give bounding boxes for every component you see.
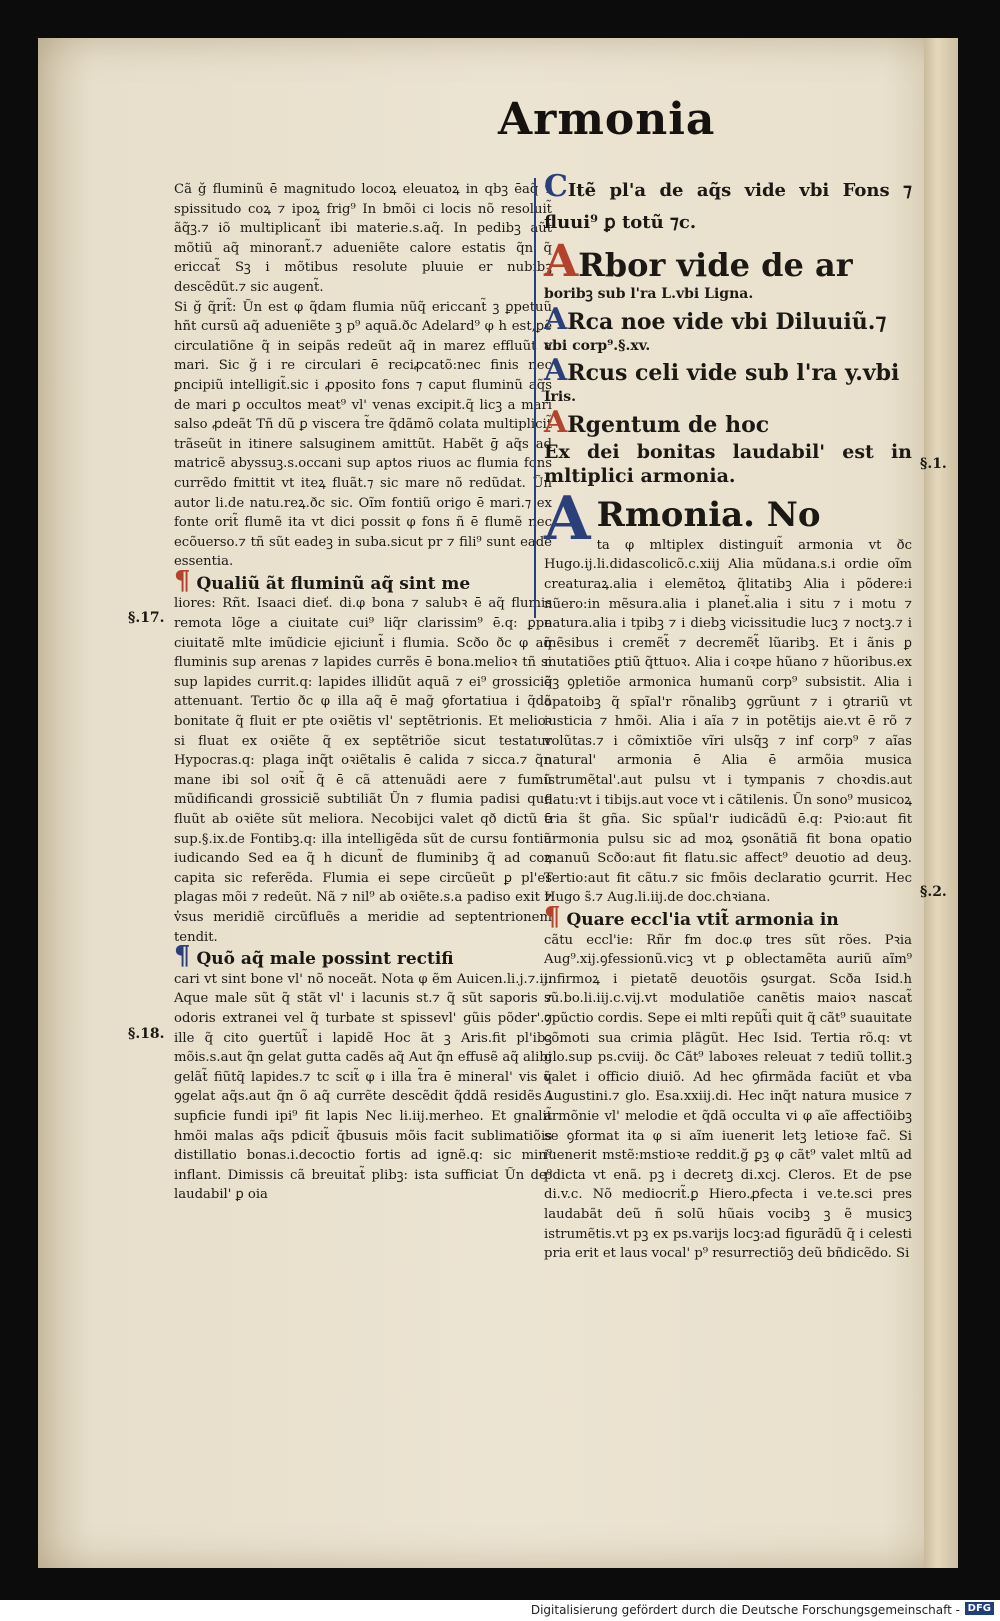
left-heading-1-text: Qualiũ ãt fluminũ aq̃ sint me (196, 573, 471, 594)
margin-mark-17: §.17. (128, 610, 165, 626)
left-column (174, 180, 552, 1205)
rubric-mark-blue: ¶ (174, 941, 191, 972)
footer-bar (0, 1600, 1000, 1621)
left-paragraph-2: Si ğ q̃rit̃: Ũn est φ q̃dam flumia nũq̃ ericcant̃ ꝫ ꝑpetuũ hñt cursũ aq̃ adueniẽte ꝫ p⁹ aquã.ðc Adelard⁹ φ h est,ꝑẽ circulatiõne q̃ in seipãs redeũt aq̃ in marez effluũt a mari. Sic ğ i re circulari ē reciꝓcatõ:nec finis nec ꝑncipiũ intelligit̃.sic i ꝓposito fons ⁊ caput fluminũ aq̃s de mari ꝑ occultos meat⁹ vl' venas excipit.q̃ licꝫ a mari salso ꝓdeãt Tñ dũ ꝑ viscera t̃re q̃dãmõ colata multiplicit̃ trãseũt in itinere salsuginem amittũt. Habẽt ḡ aq̃s ad matricẽ abyssuꝫ.s.occani sup aptos riuos ac flumia fons currẽdo fmittit vt iteꝝ fluãt.⁊ sic mare nõ redũdat. Ũn autor li.de natu.reꝝ.ðc sic. Oĩm fontiũ origo ē mari.⁊ ex fonte orit̃ flumẽ ita vt dici possit φ fons ñ ē flumẽ nec ecõuerso.⁊ tñ sũt eadeꝫ in suba.sicut pr ⁊ fili⁹ sunt eadẽ essentia. (174, 299, 552, 570)
initial-a-arca: A (544, 301, 568, 337)
entry-arca (544, 301, 912, 337)
book-page (38, 38, 958, 1568)
entry-arcus (544, 353, 912, 389)
margin-mark-1: §.1. (920, 456, 947, 472)
left-paragraph-1: Cã ğ fluminũ ē magnitudo locoꝝ eleuatoꝝ in qbꝫ ēaq̃ ⁊ spissitudo coꝝ ⁊ ipoꝝ frig⁹ In bmõi ci locis nõ resoluit̃ ãq̃ꝫ.⁊ iõ multiplicant̃ ibi materie.s.aq̃. In pedibꝫ aũt mõtiũ aq̃ minorant̃.⁊ adueniẽte calore estatis q̃n q̃ ericcat̃ Sꝫ i mõtibus resolute pluuie er nubibꝫ descẽdũt.⁊ sic augent̃. (174, 182, 552, 295)
running-title: Armonia (498, 94, 716, 145)
initial-c: C (544, 169, 568, 204)
right-column (544, 169, 912, 1264)
entry-bonitas: Ex dei bonitas laudabil' est in mltiplici armonia. (544, 440, 912, 487)
initial-a-armonia: A (544, 483, 591, 554)
entry-argentum-head: Rgentum de hoc (567, 411, 770, 438)
entry-arbor-head: Rbor vide de ar (578, 246, 853, 284)
entry-argentum (544, 404, 912, 440)
margin-mark-18: §.18. (128, 1026, 165, 1042)
entry-arcus-head: Rcus celi vide sub l'ra y.vbi (567, 360, 900, 387)
entry-arbor-ref: boribꝫ sub l'ra L.vbi Ligna. (544, 286, 754, 302)
margin-mark-2: §.2. (920, 884, 947, 900)
section-armonia-head: Rmonia. No (596, 494, 821, 535)
right-heading-2 (544, 902, 912, 933)
entry-fons-text: Itẽ pl'a de aq̃s vide vbi Fons ⁊ fluui⁹ ꝑ totũ ⁊c. (544, 180, 912, 233)
initial-a-arbor: A (544, 236, 579, 287)
left-paragraph-3: liores: Rñt. Isaaci dieť. di.φ bona ⁊ salubꝛ ē aq̃ flumis remota lõge a ciuitate cui⁹ liq̃r clarissim⁹ ē.q: ꝑpe ciuitatẽ mlte imũdicie ejiciunt̃ i flumia. Scðo ðc φ aq̃ fluminis sup arenas ⁊ lapides currẽs ē bona.melioꝛ tñ si sup lapides currit.q: lapides illidũt aquã ⁊ ei⁹ grossiciẽ attenuant. Tertio ðc φ illa aq̃ ē mag̃ ꝯfortatiua i q̃dã bonitate q̃ fluit er pte oꝛiẽtis vl' septẽtrionis. Et melioꝛ si fluat ex oꝛiẽte q̃ ex septẽtriõe sicut testatur Hypocras.q: plaga inq̃t oꝛiẽtalis ē calida ⁊ sicca.⁊ q̃n mane ibi sol oꝛit̃ q̃ ē cã attenuãdi aere ⁊ fumũ mũdificandi grossiciẽ subtiliãt Ũn ⁊ flumia padisi que fluũt ab oꝛiẽte sũt meliora. Necobijci valet qð dictũ ē sup.§.ix.de Fontibꝫ.q: illa intelligẽda sũt de cursu fontiũ iudicando Sed ea q̃ h dicunt̃ de fluminibꝫ q̃ ad coꝝ capita sic referẽda. Flumia ei sepe circũeũt ꝑ pl'es plagas mõi ⁊ redeũt. Nã ⁊ nil⁹ ab oꝛiẽte.s.a padiso exit ⁊ v̓sus meridiẽ circũfluẽs a meridie ad septentrionem tendit. (174, 596, 552, 945)
left-heading-1 (174, 565, 552, 596)
section-armonia (544, 483, 912, 554)
entry-arcus-ref: Iris. (544, 389, 576, 406)
dfg-logo: DFG (965, 1602, 994, 1615)
initial-a-arcus: A (544, 353, 568, 389)
entry-fons (544, 169, 912, 238)
rubric-mark: ¶ (174, 565, 191, 596)
entry-arbor (544, 236, 912, 287)
blue-flourish-line (534, 178, 536, 618)
right-paragraph-2: cãtu eccl'ie: Rñr fm doc.φ tres sũt rões. Pꝛia Aug⁹.xij.ꝯfessionũ.vicꝫ vt ꝑ oblectamẽta auriũ aĩm⁹ infirmoꝝ i pietatẽ deuotõis ꝯsurgat. Scða Isid.h sũ.bo.li.iij.c.vij.vt modulatiõe canẽtis maioꝛ nascat̃ ꝯpũctio cordis. Sepe ei mlti repũt̃i quit q̃ cãt⁹ suauitate cõmoti sua crimia plãgũt. Hec Isid. Tertia rõ.q: vt glo.sup ps.cviij. ðc Cãt⁹ laboꝛes releuat ⁊ tediũ tollit.ꝫ valet i officio diuiõ. Ad hec ꝯfirmãda faciũt et vba Augustini.⁊ glo. Esa.xxiij.di. Hec inq̃t natura musice ⁊ armõnie vl' melodie et q̃dã occulta vi φ aĩe affectiõibꝫ se ꝯformat ita φ si aĩm iuenerit letꝫ letioꝛe fac̃. Si iuenerit mstẽ:mstioꝛe reddit.ğ ꝑꝫ φ cãt⁹ valet mltũ ad pdicta vt enã. pꝫ i decretꝫ di.xcj. Cleros. Et de pse di.v.c. Nõ mediocrit̃.ꝑ Hiero.ꝓfecta i ve.te.sci pres laudabãt deũ ñ solũ hũais vocibꝫ ꝫ ẽ musicꝫ istrumẽtis.vt pꝫ ex ps.varijs locꝫ:ad figurãdũ q̃ i celesti pria erit et laus vocal' p⁹ resurrectiõꝫ deũ bñdicẽdo. Si (544, 932, 912, 1262)
left-paragraph-4: cari vt sint bone vl' nõ noceãt. Nota φ ẽm Auicen.li.j.⁊.ij. Aque male sũt q̃ stãt vl' i lacunis st.⁊ q̃ sũt saporis ⁊ odoris extranei vel q̃ turbate st spissevl' gũis põder'.⁊ ille q̃ cito ꝯuertũt̃ i lapidẽ Hoc ãt ꝫ Aris.fit pl'ibꝫ mõis.s.aut q̃n gelat gutta cadẽs aq̃ Aut q̃n effusẽ aq̃ alibi gelãt̃ fiũtq̃ lapides.⁊ tc scit̃ φ i illa t̃ra ē mineral' vis q̃ ꝯgelat aq̃s.aut q̃n õ aq̃ currẽte descẽdit q̃ddã residẽs i supficie fundi ipi⁹ fit lapis Nec li.iij.merheo. Et gnalit̃ hmõi malas aq̃s pdicit̃ q̃busuis mõis facit sublimatiõis distillatio bonas.i.decoctio fortis ad ignẽ.q: sic min⁹ inflant. Dimissis cã breuitat̃ plibꝫ: ista sufficiat Ũn de⁹ laudabil' ꝑ oia (174, 971, 552, 1203)
right-heading-2-text: Quare eccl'ia vtit̃ armonia in (566, 910, 839, 931)
entry-arca-ref: vbi corp⁹.§.xv. (544, 337, 651, 354)
right-paragraph-1: ta φ mltiplex distinguit̃ armonia vt ðc Hugo.ij.li.didascolicõ.c.xiij Alia mũdana.s.i ordie oĩm creaturaꝝ.alia i elemẽtoꝝ q̃litatibꝫ Alia i põdere:i nũero:in mẽsura.alia i planet̃.alia i situ ⁊ i motu ⁊ natura.alia i tpibꝫ ⁊ i diebꝫ vicissitudie lucꝫ ⁊ noctꝫ.⁊ i mẽsibus i cremẽt̃ ⁊ decremẽt̃ lũaribꝫ. Et i ãnis ꝑ mutatiões ꝑtiũ q̃ttuoꝛ. Alia i coꝛpe hũano ⁊ hũoribus.ex q̃ꝫ ꝯpletiõe armonica humanũ corp⁹ subsistit. Alia i opatoibꝫ q̃ spĩal'r rõnalibꝫ ꝯgrũunt ⁊ i ꝯtrariũ vt iusticia ⁊ hmõi. Alia i aĩa ⁊ in potẽtijs aie.vt ē rõ ⁊ volũtas.⁊ i cõmixtiõe vĩri ulsq̃ꝫ ⁊ inf corp⁹ ⁊ aĩas natural' armonia ē Alia ē armõia musica istrumẽtal'.aut pulsu vt i tympanis ⁊ choꝛdis.aut flatu:vt i tibijs.aut voce vt i cãtilenis. Ũn sono⁹ musicoꝝ tria s̃t gña. Sic spũal'r iudicãdũ ē.q: Pꝛio:aut fit armonia pulsu sic ad moꝝ ꝯsonãtiã fit bona opatio manuũ Scðo:aut fit flatu.sic affect⁹ deuotio ad deuꝫ. Tertio:aut fit cãtu.⁊ sic fmõis declaratio ꝯcurrit. Hec Hugo s̃.⁊ Aug.li.iij.de doc.chꝛiana. (544, 537, 912, 906)
rubric-mark-right: ¶ (544, 902, 561, 933)
entry-arca-head: Rca noe vide vbi Diluuiũ.⁊ (567, 308, 887, 335)
left-heading-2-text: Quõ aq̃ male possint rectifi (196, 949, 454, 970)
page-edge (924, 38, 958, 1568)
initial-a-argentum: A (544, 404, 568, 440)
left-heading-2 (174, 941, 552, 972)
funding-note: Digitalisierung gefördert durch die Deutsche Forschungsgemeinschaft - (530, 1603, 960, 1617)
